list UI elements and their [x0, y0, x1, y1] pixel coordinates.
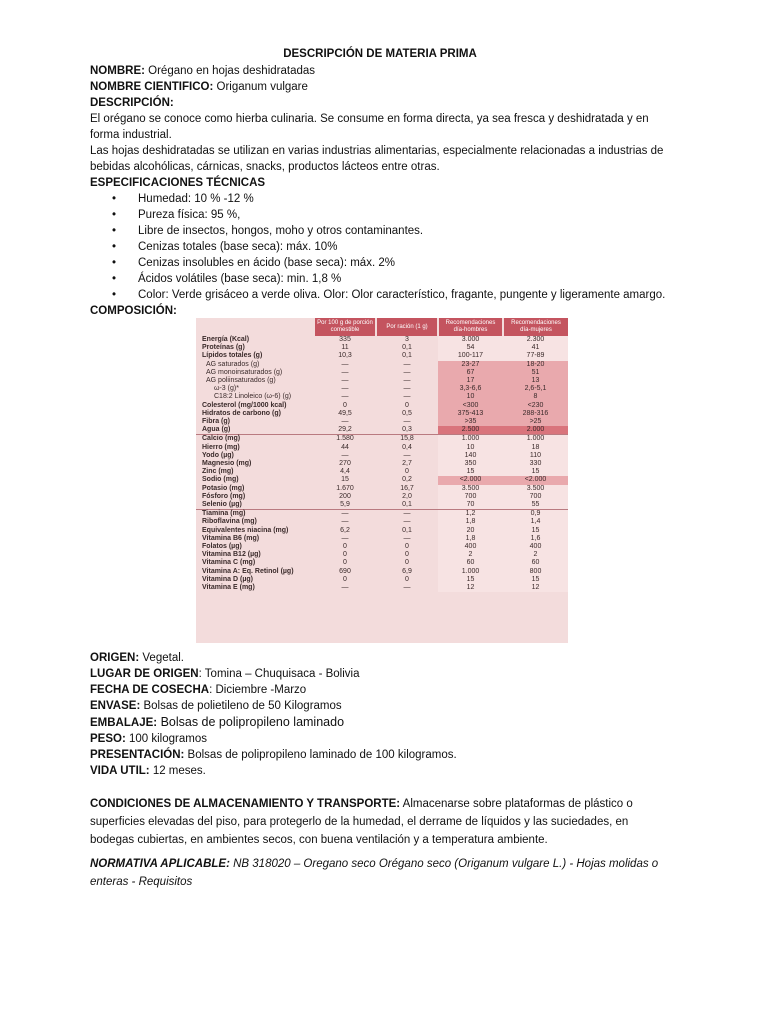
table-cell: —	[341, 418, 349, 426]
table-cell: 23-27	[438, 361, 503, 369]
table-row	[196, 385, 568, 393]
table-cell: 335	[339, 336, 351, 343]
table-cell: 2	[438, 551, 503, 559]
table-cell: 1.000	[438, 568, 503, 576]
table-row	[196, 527, 568, 535]
descripcion-p2: Las hojas deshidratadas se utilizan en varias industrias alimentarias, especialmente relacionadas a industrias de bebidas alcohólicas, cárnicas, snacks, productos lácteos entre otras.	[90, 145, 664, 173]
table-cell: 44	[341, 443, 349, 451]
table-cell: 51	[503, 369, 568, 377]
table-cell: 1.000	[503, 435, 568, 444]
table-cell: 2	[503, 551, 568, 559]
table-header-cell: Recomendaciones día-hombres	[438, 318, 503, 336]
table-row	[196, 576, 568, 584]
table-cell: 0	[343, 575, 347, 583]
table-cell: 6,2	[340, 526, 350, 534]
table-cell: —	[403, 385, 411, 393]
table-cell: 0	[405, 551, 409, 559]
table-row-label: Calcio (mg)	[196, 435, 314, 444]
table-cell: 18-20	[503, 361, 568, 369]
table-row-label: Vitamina A: Eq. Retinol (µg)	[202, 567, 294, 575]
table-row-label: Potasio (mg)	[202, 484, 245, 492]
table-cell: 0	[405, 468, 409, 476]
table-cell: 0,5	[402, 409, 412, 417]
table-cell: —	[341, 534, 349, 542]
table-header-cell: Por 100 g de porción comestible	[314, 318, 376, 336]
table-cell: 4,4	[340, 468, 350, 476]
table-row-label: C18:2 Linoleico (ω-6) (g)	[214, 393, 292, 401]
table-row	[196, 361, 568, 369]
table-row	[196, 584, 568, 592]
table-cell: 0,1	[402, 352, 412, 360]
table-row-label: Vitamina E (mg)	[202, 584, 255, 592]
table-cell: 41	[503, 344, 568, 352]
table-row-label: Lípidos totales (g)	[202, 352, 263, 360]
table-cell: 15,8	[376, 435, 438, 444]
table-row-label: Selenio (µg)	[202, 501, 242, 509]
table-cell: 1,4	[503, 518, 568, 526]
table-row	[196, 336, 568, 344]
specs-list	[90, 191, 670, 303]
table-row	[196, 369, 568, 377]
especificaciones-heading: ESPECIFICACIONES TÉCNICAS	[90, 177, 266, 189]
table-cell: 350	[438, 460, 503, 468]
descripcion-heading: DESCRIPCIÓN:	[90, 97, 174, 109]
table-cell: 17	[438, 377, 503, 385]
embalaje-line: EMBALAJE: Bolsas de polipropileno laminado	[90, 715, 345, 729]
table-row-label: Vitamina D (µg)	[202, 575, 253, 583]
table-cell: <2.000	[438, 476, 503, 484]
table-cell: —	[341, 360, 349, 368]
table-cell: 0	[405, 575, 409, 583]
table-cell: —	[341, 393, 349, 401]
table-cell: 8	[503, 393, 568, 401]
table-cell: 690	[339, 567, 351, 575]
composition-table-image	[196, 318, 568, 643]
origen-line: ORIGEN: Vegetal.	[90, 652, 184, 664]
table-cell: 110	[503, 452, 568, 460]
list-item: • Pureza física: 95 %,	[112, 207, 670, 223]
table-cell: —	[403, 393, 411, 401]
table-cell: —	[403, 360, 411, 368]
table-cell: 0	[405, 543, 409, 551]
table-cell: 2,0	[402, 492, 412, 500]
table-cell: 700	[503, 493, 568, 501]
table-cell: —	[341, 368, 349, 376]
table-cell: —	[376, 510, 438, 519]
table-row	[196, 377, 568, 385]
table-cell: —	[403, 451, 411, 459]
table-row	[196, 510, 568, 519]
table-cell: 0	[405, 401, 409, 409]
table-row-label: Riboflavina (mg)	[202, 518, 257, 526]
table-cell: 16,7	[400, 484, 414, 492]
table-row	[196, 435, 568, 444]
table-cell: <2.000	[503, 476, 568, 484]
table-row	[196, 551, 568, 559]
table-cell: —	[403, 534, 411, 542]
table-cell: 11	[341, 344, 349, 352]
table-cell: 800	[503, 568, 568, 576]
table-cell: 0	[343, 551, 347, 559]
table-cell: <230	[503, 402, 568, 410]
table-cell: 1,8	[438, 518, 503, 526]
list-item: • Cenizas insolubles en ácido (base seca): máx. 2%	[112, 255, 670, 271]
list-item: • Libre de insectos, hongos, moho y otros contaminantes.	[112, 223, 670, 239]
table-cell: 18	[503, 444, 568, 452]
table-cell: 3.500	[438, 485, 503, 493]
page-title: DESCRIPCIÓN DE MATERIA PRIMA	[283, 48, 477, 60]
presentacion-line: PRESENTACIÓN: Bolsas de polipropileno laminado de 100 kilogramos.	[90, 749, 457, 761]
table-header-cell: Por ración (1 g)	[376, 318, 438, 336]
table-cell: 0,4	[402, 443, 412, 451]
normativa-paragraph: NORMATIVA APLICABLE: NB 318020 – Oregano seco Orégano seco (Origanum vulgare L.) - Hojas molidas o enteras - Requisitos	[90, 858, 659, 888]
table-cell: 2.300	[503, 336, 568, 344]
lugar-line: LUGAR DE ORIGEN: Tomina – Chuquisaca - Bolivia	[90, 668, 360, 680]
table-row-label: Equivalentes niacina (mg)	[202, 526, 289, 534]
table-cell: 0,1	[402, 344, 412, 352]
table-row	[196, 352, 568, 360]
table-row-label: Agua (g)	[202, 426, 231, 434]
table-row-label: Hidratos de carbono (g)	[202, 409, 281, 417]
table-cell: —	[341, 451, 349, 459]
table-cell: 0	[343, 543, 347, 551]
table-cell: 330	[503, 460, 568, 468]
table-cell: —	[403, 377, 411, 385]
table-row	[196, 402, 568, 410]
table-row	[196, 501, 568, 510]
table-cell: 15	[438, 576, 503, 584]
table-row	[196, 410, 568, 418]
table-cell: 2,6-5,1	[503, 385, 568, 393]
cientifico-line: NOMBRE CIENTIFICO: Origanum vulgare	[90, 81, 308, 93]
table-row-label: ω-3 (g)*	[214, 385, 239, 393]
table-row	[196, 518, 568, 526]
table-row-label: Colesterol (mg/1000 kcal)	[202, 401, 287, 409]
table-cell: 0,3	[402, 426, 412, 434]
descripcion-p1: El orégano se conoce como hierba culinaria. Se consume en forma directa, ya sea fresca y deshidratada y en forma industrial.	[90, 113, 649, 141]
table-cell: 0,1	[402, 501, 412, 509]
table-cell: 1,6	[503, 535, 568, 543]
table-cell: 2,7	[402, 460, 412, 468]
peso-line: PESO: 100 kilogramos	[90, 733, 207, 745]
table-cell: 0,1	[402, 526, 412, 534]
table-header-cell: Recomendaciones día-mujeres	[503, 318, 568, 336]
table-cell: 140	[438, 452, 503, 460]
table-row	[196, 393, 568, 401]
table-row-label: Yodo (µg)	[202, 451, 234, 459]
table-cell: 0	[405, 559, 409, 567]
table-cell: 15	[438, 468, 503, 476]
table-row-label: Tiamina (mg)	[196, 510, 314, 519]
list-item: • Color: Verde grisáceo a verde oliva. Olor: Olor característico, fragante, pungente y ligeramente amargo.	[112, 287, 670, 303]
table-row	[196, 476, 568, 484]
table-cell: 29,2	[338, 426, 352, 434]
table-cell: —	[341, 385, 349, 393]
table-cell: 1.580	[314, 435, 376, 444]
table-cell: 2.500	[438, 426, 503, 435]
table-row	[196, 493, 568, 501]
list-item: • Cenizas totales (base seca): máx. 10%	[112, 239, 670, 255]
table-cell: —	[403, 368, 411, 376]
table-cell: 270	[339, 460, 351, 468]
table-row	[196, 344, 568, 352]
table-cell: 15	[503, 468, 568, 476]
table-cell: 288-316	[503, 410, 568, 418]
table-cell: >25	[503, 418, 568, 426]
table-cell: 3.000	[438, 336, 503, 344]
table-row-label: Hierro (mg)	[202, 443, 240, 451]
table-cell: 12	[438, 584, 503, 592]
cosecha-line: FECHA DE COSECHA: Diciembre -Marzo	[90, 684, 307, 696]
table-cell: 0	[343, 559, 347, 567]
vida-line: VIDA UTIL: 12 meses.	[90, 765, 206, 777]
table-row	[196, 444, 568, 452]
table-row-label: Vitamina C (mg)	[202, 559, 256, 567]
table-row-label: Fibra (g)	[202, 418, 230, 426]
table-row	[196, 452, 568, 460]
table-cell: 3.500	[503, 485, 568, 493]
table-cell: 15	[503, 527, 568, 535]
table-cell: 0,9	[503, 510, 568, 519]
composition-table	[196, 318, 568, 592]
table-row	[196, 468, 568, 476]
table-row	[196, 418, 568, 426]
table-cell: 2.000	[503, 426, 568, 435]
table-row	[196, 535, 568, 543]
table-row	[196, 568, 568, 576]
table-cell: 3	[405, 336, 409, 343]
table-cell: 1,2	[438, 510, 503, 519]
table-row-label: Vitamina B12 (µg)	[202, 551, 261, 559]
table-row-label: Zinc (mg)	[202, 468, 234, 476]
table-row-label: Vitamina B6 (mg)	[202, 534, 260, 542]
table-cell: 10	[438, 444, 503, 452]
table-row-label: Energía (Kcal)	[202, 336, 250, 343]
table-cell: 55	[503, 501, 568, 510]
table-row-label: Folatos (µg)	[202, 543, 242, 551]
table-row	[196, 543, 568, 551]
table-row-label: AG poliinsaturados (g)	[206, 377, 276, 385]
table-cell: 1.670	[336, 484, 354, 492]
table-cell: 6,9	[402, 567, 412, 575]
table-cell: —	[341, 518, 349, 526]
table-cell: <300	[438, 402, 503, 410]
table-cell: —	[314, 510, 376, 519]
table-cell: 0	[343, 401, 347, 409]
table-cell: —	[403, 418, 411, 426]
table-row-label: Fósforo (mg)	[202, 492, 246, 500]
envase-line: ENVASE: Bolsas de polietileno de 50 Kilogramos	[90, 700, 342, 712]
table-cell: 0,2	[402, 476, 412, 484]
list-item: • Ácidos volátiles (base seca): min. 1,8 %	[112, 271, 670, 287]
table-cell: 375-413	[438, 410, 503, 418]
table-cell: 400	[503, 543, 568, 551]
table-cell: 13	[503, 377, 568, 385]
table-cell: 400	[438, 543, 503, 551]
table-header-row	[196, 318, 568, 336]
table-cell: 10,3	[338, 352, 352, 360]
table-cell: 70	[438, 501, 503, 510]
table-cell: 12	[503, 584, 568, 592]
table-cell: 60	[438, 559, 503, 567]
table-cell: 100-117	[438, 352, 503, 360]
table-row	[196, 460, 568, 468]
table-cell: 10	[438, 393, 503, 401]
table-cell: 200	[339, 492, 351, 500]
table-cell: 5,9	[340, 501, 350, 509]
list-item: • Humedad: 10 % -12 %	[112, 191, 670, 207]
table-row	[196, 485, 568, 493]
table-cell: —	[341, 377, 349, 385]
condiciones-paragraph: CONDICIONES DE ALMACENAMIENTO Y TRANSPORTE: Almacenarse sobre plataformas de plástico o superficies elevadas del piso, para protegerlo de la humedad, el derrame de líquidos y las suciedades, en bodegas cubiertas, en ambientes secos, con buena ventilación y a temperatura ambiente.	[90, 798, 633, 846]
table-cell: 49,5	[338, 409, 352, 417]
table-row-label: AG monoinsaturados (g)	[206, 368, 283, 376]
table-row-label: AG saturados (g)	[206, 360, 260, 368]
table-row-label: Sodio (mg)	[202, 476, 239, 484]
table-row-label: Proteínas (g)	[202, 344, 245, 352]
nombre-line: NOMBRE: Orégano en hojas deshidratadas	[90, 65, 316, 77]
table-cell: >35	[438, 418, 503, 426]
table-cell: 77-89	[503, 352, 568, 360]
table-row	[196, 426, 568, 435]
table-cell: 67	[438, 369, 503, 377]
table-cell: 1.000	[438, 435, 503, 444]
table-row	[196, 559, 568, 567]
table-cell: 60	[503, 559, 568, 567]
table-cell: 1,8	[438, 535, 503, 543]
table-cell: 54	[438, 344, 503, 352]
table-cell: 700	[438, 493, 503, 501]
table-row-label: Magnesio (mg)	[202, 460, 252, 468]
table-cell: —	[403, 584, 411, 592]
table-cell: 20	[438, 527, 503, 535]
table-body	[196, 336, 568, 592]
table-cell: —	[403, 518, 411, 526]
table-header-cell	[196, 318, 314, 336]
table-cell: 3,3-6,6	[438, 385, 503, 393]
table-cell: 15	[341, 476, 349, 484]
composicion-heading: COMPOSICIÓN:	[90, 305, 177, 317]
table-cell: 15	[503, 576, 568, 584]
table-cell: —	[341, 584, 349, 592]
